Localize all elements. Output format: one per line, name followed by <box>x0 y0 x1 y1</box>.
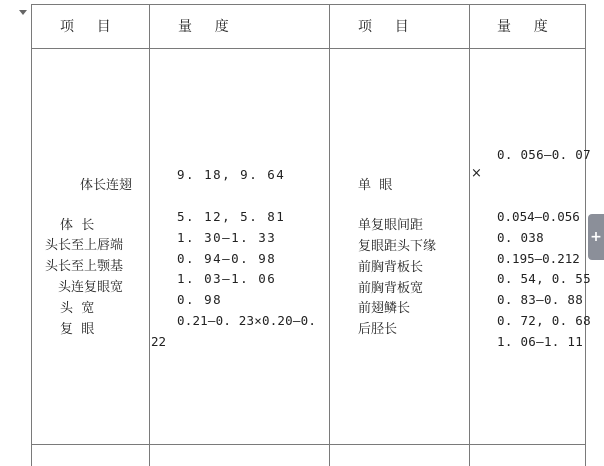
left-value: 0.21—0. 23×0.20—0. <box>177 313 317 328</box>
left-value: 9. 18, 9. 64 <box>177 167 286 182</box>
right-value: 0. 72, 0. 68 <box>497 313 591 328</box>
left-item: 体长连翅 <box>80 178 133 193</box>
right-item: 单 眼 <box>358 178 393 193</box>
right-item: 前胸背板宽 <box>358 281 424 296</box>
left-item: 复 眼 <box>60 322 95 337</box>
right-item: 前翅鳞长 <box>358 301 411 316</box>
table-border-left <box>31 4 32 466</box>
right-value: 0. 54, 0. 55 <box>497 271 591 286</box>
right-value: 0.054—0.056 <box>497 209 580 224</box>
right-item: 单复眼间距 <box>358 218 424 233</box>
left-value: 1. 03—1. 06 <box>177 271 277 286</box>
left-item: 头长至上颚基 <box>45 259 124 274</box>
left-item: 头长至上唇端 <box>45 238 124 253</box>
right-value-wrap: × <box>471 166 482 181</box>
header-measure-2: 量 度 <box>497 19 549 35</box>
table-border-top <box>31 4 586 5</box>
table-column-divider <box>149 4 150 466</box>
header-divider <box>31 48 586 49</box>
right-value: 1. 06—1. 11 <box>497 334 584 349</box>
left-value: 1. 30—1. 33 <box>177 230 277 245</box>
left-value: 0. 94—0. 98 <box>177 251 277 266</box>
right-value: 0.195—0.212 <box>497 251 580 266</box>
left-value-wrap: 22 <box>151 334 167 349</box>
row-divider <box>31 444 586 445</box>
header-item-2: 项 目 <box>358 19 410 35</box>
right-item: 复眼距头下缘 <box>358 239 437 254</box>
header-measure-1: 量 度 <box>178 19 230 35</box>
left-value: 5. 12, 5. 81 <box>177 209 286 224</box>
table-column-divider <box>469 4 470 466</box>
table-column-divider <box>329 4 330 466</box>
left-value: 0. 98 <box>177 292 223 307</box>
left-item: 体 长 <box>60 218 95 233</box>
table-anchor-icon[interactable] <box>19 0 27 5</box>
left-item: 头连复眼宽 <box>58 280 124 295</box>
right-value: 0. 056—0. 07 <box>497 147 591 162</box>
header-item-1: 项 目 <box>60 19 112 35</box>
right-value: 0. 038 <box>497 230 544 245</box>
right-item: 后胫长 <box>358 322 398 337</box>
expand-tab-plus-icon[interactable]: + <box>588 214 604 260</box>
right-value: 0. 83—0. 88 <box>497 292 584 307</box>
left-item: 头 宽 <box>60 301 95 316</box>
right-item: 前胸背板长 <box>358 260 424 275</box>
table-border-right <box>585 4 586 466</box>
